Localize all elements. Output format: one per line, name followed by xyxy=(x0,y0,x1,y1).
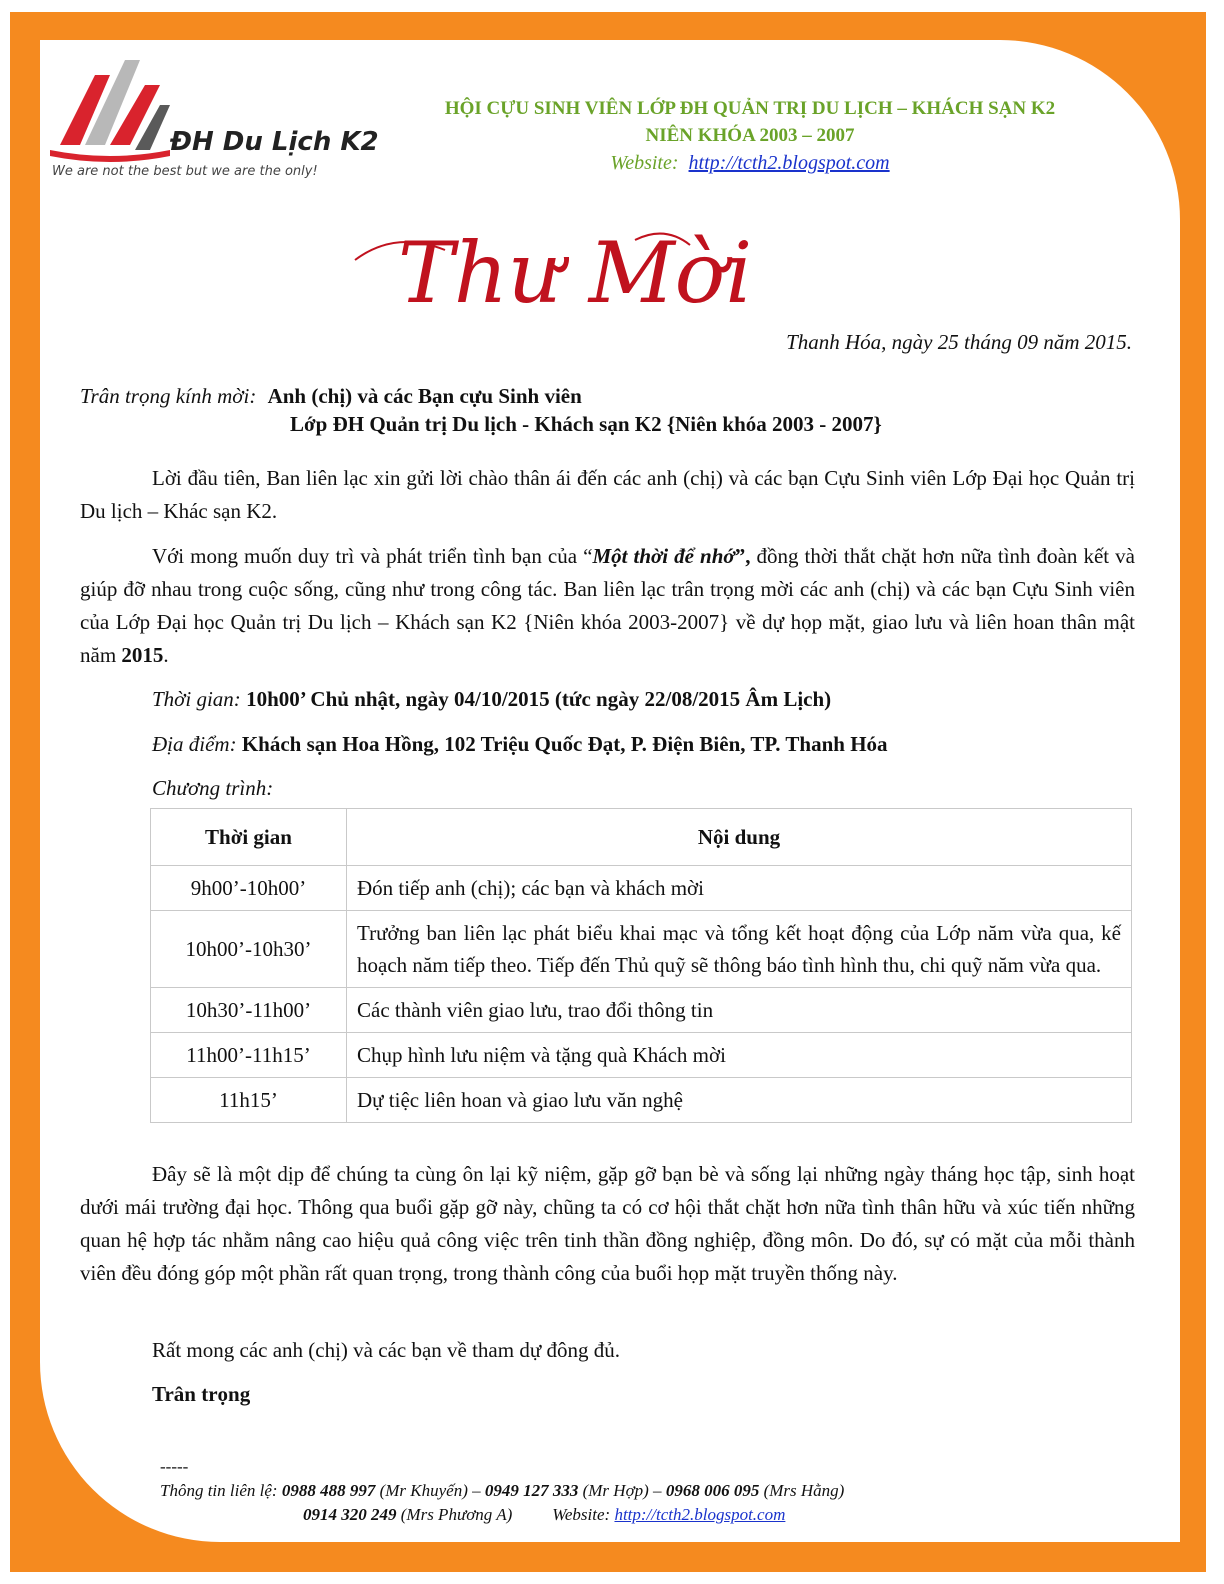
header-line-1: HỘI CỰU SINH VIÊN LỚP ĐH QUẢN TRỊ DU LỊCH – KHÁCH SẠN K2 xyxy=(444,98,1056,119)
paragraph-2 xyxy=(80,540,1135,672)
paragraph-3: Đây sẽ là một dịp để chúng ta cùng ôn lại kỹ niệm, gặp gỡ bạn bè và sống lại những ngày tháng học tập, sinh hoạt dưới mái trường đại học. Thông qua buổi gặp gỡ này, chũng ta có cơ hội thắt chặt hơn nữa tình thân hữu và xúc tiến những quan hệ hợp tác nhằm nâng cao hiệu quả công việc trên tinh thần đồng nghiệp, đồng môn. Do đó, sự có mặt của mỗi thành viên đều đóng góp một phần rất quan trọng, trong thành công của buổi họp mặt truyền thống này. xyxy=(80,1162,1135,1285)
phone-2: 0949 127 333 xyxy=(484,1481,579,1500)
p2-text-c: ”, xyxy=(734,544,751,568)
time-line xyxy=(152,683,1132,716)
footer-contacts-line-2 xyxy=(160,1503,1100,1527)
row-time: 11h15’ xyxy=(151,1078,347,1123)
paragraph-1: Lời đầu tiên, Ban liên lạc xin gửi lời chào thân ái đến các anh (chị) và các bạn Cựu Sinh viên Lớp Đại học Quản trị Du lịch – Khác sạn K2. xyxy=(80,466,1135,523)
program-table xyxy=(150,808,1132,1123)
row-time: 10h30’-11h00’ xyxy=(151,988,347,1033)
place-line xyxy=(152,728,1132,761)
footer-contacts-line-1 xyxy=(160,1479,1100,1503)
time-label: Thời gian: xyxy=(152,687,241,711)
footer-label: Thông tin liên lệ: xyxy=(160,1481,282,1500)
name-4: (Mrs Phương A) xyxy=(396,1505,513,1524)
table-row xyxy=(151,866,1132,911)
invite-line-2: Lớp ĐH Quản trị Du lịch - Khách sạn K2 {Niên khóa 2003 - 2007} xyxy=(290,412,882,436)
table-row xyxy=(151,911,1132,988)
logo-mark-icon xyxy=(50,60,170,162)
paragraph-4: Rất mong các anh (chị) và các bạn về tham dự đông đủ. xyxy=(152,1338,620,1362)
logo xyxy=(50,50,380,190)
footer-website-label: Website: xyxy=(552,1505,615,1524)
name-1: (Mr Khuyến) – xyxy=(375,1481,485,1500)
website-label: Website xyxy=(610,152,672,174)
title-text: Thư Mời xyxy=(397,224,753,322)
row-content: Đón tiếp anh (chị); các bạn và khách mời xyxy=(347,866,1132,911)
time-value: 10h00’ Chủ nhật, ngày 04/10/2015 (tức ngày 22/08/2015 Âm Lịch) xyxy=(246,687,832,711)
header-website: Website: http://tcth2.blogspot.com xyxy=(610,152,890,174)
place-label: Địa điểm: xyxy=(152,732,237,756)
header xyxy=(400,95,1100,175)
table-row xyxy=(151,988,1132,1033)
header-content: Nội dung xyxy=(347,809,1132,866)
row-content: Các thành viên giao lưu, trao đổi thông tin xyxy=(347,988,1132,1033)
p2-text-a: Với mong muốn duy trì và phát triển tình bạn của “ xyxy=(152,544,593,568)
row-time: 9h00’-10h00’ xyxy=(151,866,347,911)
header-line-2: NIÊN KHÓA 2003 – 2007 xyxy=(645,125,855,146)
date-line: Thanh Hóa, ngày 25 tháng 09 năm 2015. xyxy=(786,330,1132,354)
program-label: Chương trình: xyxy=(152,776,274,800)
row-content: Chụp hình lưu niệm và tặng quà Khách mời xyxy=(347,1033,1132,1078)
invite-line-1: Anh (chị) và các Bạn cựu Sinh viên xyxy=(267,384,582,408)
p2-highlight: Một thời để nhớ xyxy=(592,544,735,568)
phone-4: 0914 320 249 xyxy=(303,1505,397,1524)
place-value: Khách sạn Hoa Hồng, 102 Triệu Quốc Đạt, P. Điện Biên, TP. Thanh Hóa xyxy=(241,732,888,756)
row-time: 10h00’-10h30’ xyxy=(151,911,347,988)
phone-3: 0968 006 095 xyxy=(665,1481,760,1500)
footer-separator: ----- xyxy=(160,1457,189,1476)
table-row xyxy=(151,1078,1132,1123)
p2-year: 2015 xyxy=(121,643,164,667)
logo-name: ĐH Du Lịch K2 xyxy=(170,127,379,157)
p2-text-d: đồng thời thắt chặt hơn nữa tình đoàn kết và giúp đỡ nhau trong cuộc sống, cũng như trong công tác. Ban liên lạc trân trọng mời các anh (chị) và các bạn Cựu Sinh viên của Lớp Đại học Quản trị Du lịch – Khách sạn K2 {Niên khóa 2003-2007} về dự họp mặt, giao lưu và liên hoan thân mật năm xyxy=(80,544,1135,667)
footer xyxy=(160,1455,1100,1527)
footer-website-link[interactable]: http://tcth2.blogspot.com xyxy=(614,1505,786,1524)
closing: Trân trọng xyxy=(152,1382,251,1406)
header-time: Thời gian xyxy=(151,809,347,866)
title-artwork xyxy=(335,220,815,330)
p2-text-f: . xyxy=(163,643,169,667)
table-row xyxy=(151,1033,1132,1078)
row-content: Trưởng ban liên lạc phát biểu khai mạc và tổng kết hoạt động của Lớp năm vừa qua, kế hoạch năm tiếp theo. Tiếp đến Thủ quỹ sẽ thông báo tình hình thu, chi quỹ năm vừa qua. xyxy=(347,911,1132,988)
phone-1: 0988 488 997 xyxy=(281,1481,376,1500)
table-header-row xyxy=(151,809,1132,866)
invite-label: Trân trọng kính mời: xyxy=(80,384,257,408)
name-3: (Mrs Hằng) xyxy=(759,1481,845,1500)
logo-slogan: We are not the best but we are the only! xyxy=(52,164,318,179)
row-time: 11h00’-11h15’ xyxy=(151,1033,347,1078)
row-content: Dự tiệc liên hoan và giao lưu văn nghệ xyxy=(347,1078,1132,1123)
website-link[interactable]: http://tcth2.blogspot.com xyxy=(688,152,890,174)
name-2: (Mr Hợp) – xyxy=(578,1481,666,1500)
